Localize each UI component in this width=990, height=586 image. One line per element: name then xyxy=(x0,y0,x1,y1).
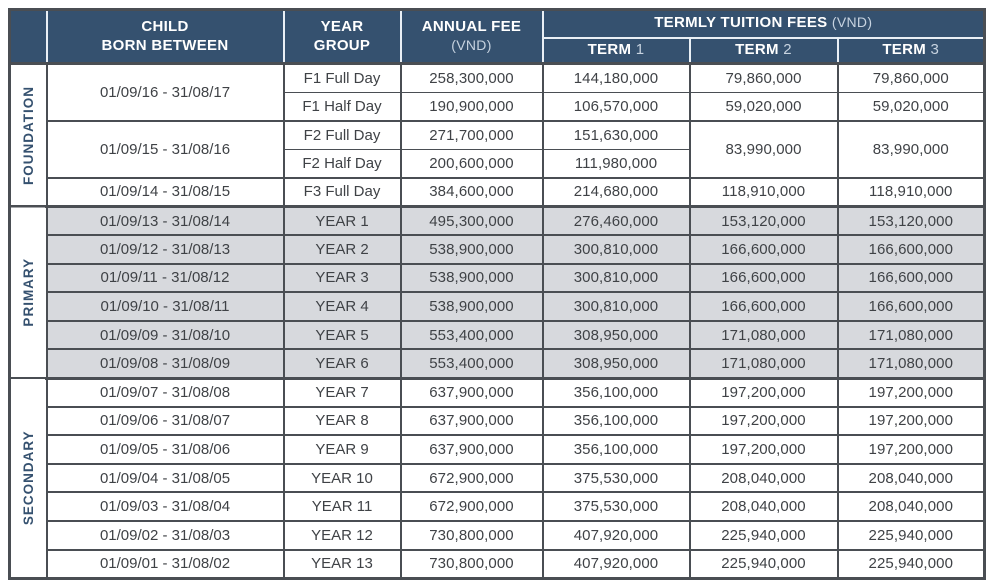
term2-fee-cell: 59,020,000 xyxy=(690,92,838,121)
year-group-cell: YEAR 12 xyxy=(284,521,401,550)
year-group-cell: F2 Full Day xyxy=(284,121,401,150)
date-range-cell: 01/09/15 - 31/08/16 xyxy=(47,121,284,178)
date-range-cell: 01/09/06 - 31/08/07 xyxy=(47,407,284,436)
term2-fee-cell: 83,990,000 xyxy=(690,121,838,178)
term2-header xyxy=(690,38,838,64)
term3-fee-cell: 118,910,000 xyxy=(838,178,985,207)
annual-fee-cell: 672,900,000 xyxy=(401,492,543,521)
term1-fee-cell: 151,630,000 xyxy=(543,121,690,150)
table-row xyxy=(10,321,985,350)
term2-fee-cell: 225,940,000 xyxy=(690,521,838,550)
date-range-cell: 01/09/11 - 31/08/12 xyxy=(47,264,284,293)
term1-fee-cell: 276,460,000 xyxy=(543,206,690,235)
date-range-cell: 01/09/07 - 31/08/08 xyxy=(47,378,284,407)
term1-fee-cell: 407,920,000 xyxy=(543,550,690,579)
year-group-cell: YEAR 2 xyxy=(284,235,401,264)
table-row xyxy=(10,292,985,321)
term1-fee-cell: 375,530,000 xyxy=(543,464,690,493)
year-group-cell: YEAR 3 xyxy=(284,264,401,293)
annual-fee-cell: 637,900,000 xyxy=(401,407,543,436)
year-group-cell: YEAR 5 xyxy=(284,321,401,350)
table-row xyxy=(10,235,985,264)
section-label-primary: PRIMARY xyxy=(10,206,47,378)
term3-fee-cell: 208,040,000 xyxy=(838,464,985,493)
year-group-header-line2: GROUP xyxy=(313,36,371,54)
term3-num: 3 xyxy=(930,40,940,58)
term1-fee-cell: 356,100,000 xyxy=(543,435,690,464)
tuition-fees-table xyxy=(8,8,986,580)
year-group-cell: YEAR 4 xyxy=(284,292,401,321)
table-row xyxy=(10,64,985,93)
term3-fee-cell: 171,080,000 xyxy=(838,321,985,350)
date-range-cell: 01/09/12 - 31/08/13 xyxy=(47,235,284,264)
term1-fee-cell: 308,950,000 xyxy=(543,321,690,350)
term2-fee-cell: 171,080,000 xyxy=(690,321,838,350)
section-label-foundation: FOUNDATION xyxy=(10,64,47,207)
table-header xyxy=(10,10,985,64)
annual-fee-cell: 384,600,000 xyxy=(401,178,543,207)
child-header-line2: BORN BETWEEN xyxy=(101,36,229,54)
term1-header xyxy=(543,38,690,64)
term2-fee-cell: 225,940,000 xyxy=(690,550,838,579)
term1-fee-cell: 356,100,000 xyxy=(543,407,690,436)
termly-fees-header-unit: (VND) xyxy=(831,14,873,31)
term3-fee-cell: 166,600,000 xyxy=(838,264,985,293)
termly-fees-header-title: TERMLY TUITION FEES xyxy=(654,14,828,32)
term2-fee-cell: 208,040,000 xyxy=(690,492,838,521)
date-range-cell: 01/09/09 - 31/08/10 xyxy=(47,321,284,350)
year-group-cell: YEAR 9 xyxy=(284,435,401,464)
annual-fee-header-unit: (VND) xyxy=(451,36,492,53)
term3-fee-cell: 166,600,000 xyxy=(838,292,985,321)
term1-fee-cell: 214,680,000 xyxy=(543,178,690,207)
table-row xyxy=(10,464,985,493)
term2-fee-cell: 118,910,000 xyxy=(690,178,838,207)
annual-fee-header xyxy=(401,10,543,64)
term3-fee-cell: 208,040,000 xyxy=(838,492,985,521)
date-range-cell: 01/09/05 - 31/08/06 xyxy=(47,435,284,464)
term1-fee-cell: 106,570,000 xyxy=(543,92,690,121)
corner-header-cell xyxy=(10,10,47,64)
year-group-header-line1: YEAR xyxy=(320,17,364,35)
annual-fee-cell: 258,300,000 xyxy=(401,64,543,93)
annual-fee-cell: 637,900,000 xyxy=(401,378,543,407)
term2-fee-cell: 171,080,000 xyxy=(690,349,838,378)
annual-fee-cell: 672,900,000 xyxy=(401,464,543,493)
term1-word: TERM xyxy=(587,40,632,58)
table-row xyxy=(10,550,985,579)
term3-fee-cell: 197,200,000 xyxy=(838,435,985,464)
year-group-cell: YEAR 10 xyxy=(284,464,401,493)
year-group-cell: YEAR 8 xyxy=(284,407,401,436)
table-row xyxy=(10,206,985,235)
term3-fee-cell: 79,860,000 xyxy=(838,64,985,93)
term3-fee-cell: 197,200,000 xyxy=(838,378,985,407)
table-row xyxy=(10,492,985,521)
annual-fee-cell: 200,600,000 xyxy=(401,149,543,178)
term3-fee-cell: 153,120,000 xyxy=(838,206,985,235)
year-group-cell: YEAR 1 xyxy=(284,206,401,235)
term3-fee-cell: 225,940,000 xyxy=(838,521,985,550)
annual-fee-cell: 190,900,000 xyxy=(401,92,543,121)
term3-fee-cell: 171,080,000 xyxy=(838,349,985,378)
table-row xyxy=(10,121,985,150)
annual-fee-cell: 730,800,000 xyxy=(401,550,543,579)
term1-fee-cell: 300,810,000 xyxy=(543,235,690,264)
term3-fee-cell: 225,940,000 xyxy=(838,550,985,579)
term1-fee-cell: 144,180,000 xyxy=(543,64,690,93)
term2-fee-cell: 79,860,000 xyxy=(690,64,838,93)
term3-fee-cell: 83,990,000 xyxy=(838,121,985,178)
annual-fee-cell: 271,700,000 xyxy=(401,121,543,150)
term3-word: TERM xyxy=(882,40,927,58)
term3-fee-cell: 197,200,000 xyxy=(838,407,985,436)
term1-fee-cell: 407,920,000 xyxy=(543,521,690,550)
annual-fee-cell: 538,900,000 xyxy=(401,235,543,264)
table-row xyxy=(10,378,985,407)
term2-fee-cell: 197,200,000 xyxy=(690,378,838,407)
year-group-header xyxy=(284,10,401,64)
table-row xyxy=(10,178,985,207)
date-range-cell: 01/09/08 - 31/08/09 xyxy=(47,349,284,378)
annual-fee-cell: 637,900,000 xyxy=(401,435,543,464)
table-row xyxy=(10,521,985,550)
year-group-cell: F2 Half Day xyxy=(284,149,401,178)
date-range-cell: 01/09/01 - 31/08/02 xyxy=(47,550,284,579)
term1-fee-cell: 375,530,000 xyxy=(543,492,690,521)
year-group-cell: F3 Full Day xyxy=(284,178,401,207)
year-group-cell: F1 Full Day xyxy=(284,64,401,93)
date-range-cell: 01/09/14 - 31/08/15 xyxy=(47,178,284,207)
term2-fee-cell: 166,600,000 xyxy=(690,235,838,264)
term1-fee-cell: 300,810,000 xyxy=(543,292,690,321)
term2-fee-cell: 166,600,000 xyxy=(690,264,838,293)
annual-fee-cell: 538,900,000 xyxy=(401,292,543,321)
term2-word: TERM xyxy=(735,40,779,58)
annual-fee-cell: 553,400,000 xyxy=(401,321,543,350)
annual-fee-cell: 538,900,000 xyxy=(401,264,543,293)
term3-fee-cell: 59,020,000 xyxy=(838,92,985,121)
term1-fee-cell: 300,810,000 xyxy=(543,264,690,293)
term1-fee-cell: 356,100,000 xyxy=(543,378,690,407)
date-range-cell: 01/09/10 - 31/08/11 xyxy=(47,292,284,321)
year-group-cell: F1 Half Day xyxy=(284,92,401,121)
table-row xyxy=(10,435,985,464)
annual-fee-cell: 553,400,000 xyxy=(401,349,543,378)
term2-fee-cell: 166,600,000 xyxy=(690,292,838,321)
date-range-cell: 01/09/16 - 31/08/17 xyxy=(47,64,284,121)
table-row xyxy=(10,264,985,293)
child-born-between-header xyxy=(47,10,284,64)
year-group-cell: YEAR 6 xyxy=(284,349,401,378)
term1-num: 1 xyxy=(635,40,645,58)
term2-fee-cell: 197,200,000 xyxy=(690,435,838,464)
annual-fee-header-title: ANNUAL FEE xyxy=(421,17,522,35)
date-range-cell: 01/09/02 - 31/08/03 xyxy=(47,521,284,550)
table-row xyxy=(10,349,985,378)
term3-header xyxy=(838,38,985,64)
term3-fee-cell: 166,600,000 xyxy=(838,235,985,264)
table-row xyxy=(10,407,985,436)
term2-fee-cell: 153,120,000 xyxy=(690,206,838,235)
date-range-cell: 01/09/13 - 31/08/14 xyxy=(47,206,284,235)
term2-num: 2 xyxy=(783,40,792,58)
year-group-cell: YEAR 7 xyxy=(284,378,401,407)
year-group-cell: YEAR 13 xyxy=(284,550,401,579)
date-range-cell: 01/09/03 - 31/08/04 xyxy=(47,492,284,521)
section-label-secondary: SECONDARY xyxy=(10,378,47,578)
year-group-cell: YEAR 11 xyxy=(284,492,401,521)
annual-fee-cell: 495,300,000 xyxy=(401,206,543,235)
termly-fees-header xyxy=(543,10,985,38)
term2-fee-cell: 197,200,000 xyxy=(690,407,838,436)
term2-fee-cell: 208,040,000 xyxy=(690,464,838,493)
date-range-cell: 01/09/04 - 31/08/05 xyxy=(47,464,284,493)
term1-fee-cell: 111,980,000 xyxy=(543,149,690,178)
annual-fee-cell: 730,800,000 xyxy=(401,521,543,550)
child-header-line1: CHILD xyxy=(141,17,189,35)
term1-fee-cell: 308,950,000 xyxy=(543,349,690,378)
